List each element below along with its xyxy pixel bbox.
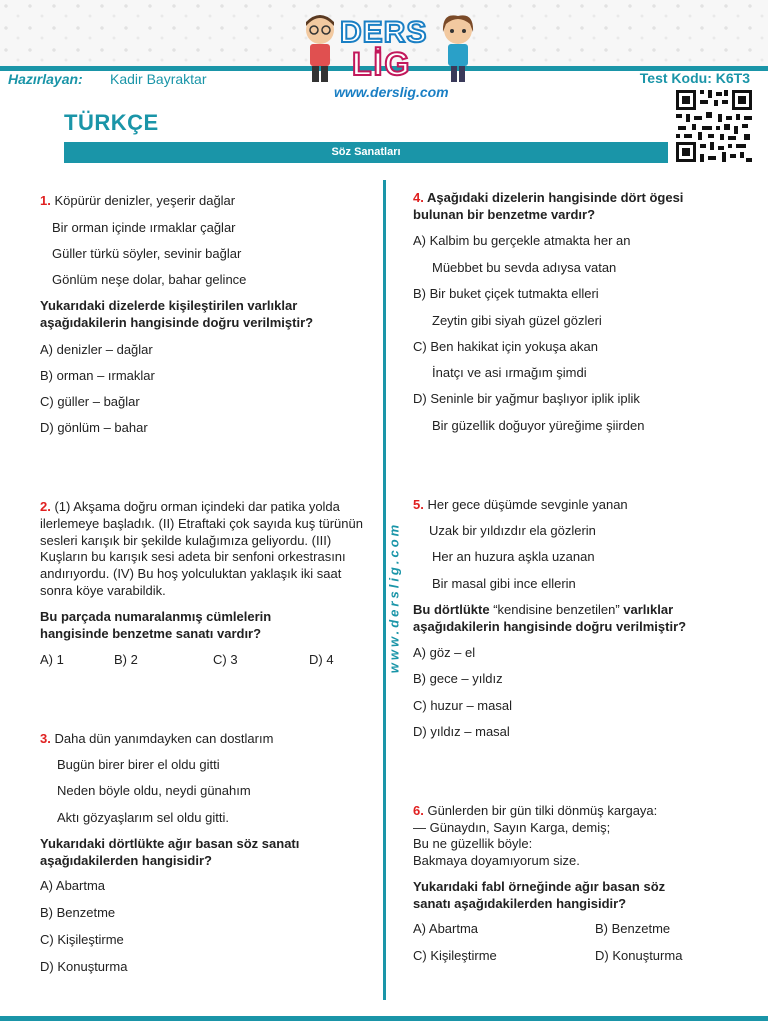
question-2-option-b[interactable]: B) 2 bbox=[114, 652, 138, 667]
question-2-option-c[interactable]: C) 3 bbox=[213, 652, 238, 667]
derslig-logo[interactable] bbox=[300, 10, 490, 100]
question-1-option-d[interactable]: D) gönlüm – bahar bbox=[40, 420, 148, 435]
question-6-option-b[interactable]: B) Benzetme bbox=[595, 921, 671, 936]
question-6-line-4: Bakmaya doyamıyorum size. bbox=[413, 853, 580, 868]
question-1-prompt-2: aşağıdakilerin hangisinde doğru verilmiştir? bbox=[40, 315, 314, 330]
question-2-prompt-1: Bu parçada numaralanmış cümlelerin bbox=[40, 609, 272, 624]
question-4-prompt-1: 4. Aşağıdaki dizelerin hangisinde dört ögesi bbox=[413, 190, 684, 205]
question-5-option-b[interactable]: B) gece – yıldız bbox=[413, 671, 503, 686]
question-1-option-a[interactable]: A) denizler – dağlar bbox=[40, 342, 153, 357]
question-5-line-2: Uzak bir yıldızdır ela gözlerin bbox=[429, 523, 596, 538]
question-6-line-2: — Günaydın, Sayın Karga, demiş; bbox=[413, 820, 611, 835]
question-1-line-1: 1. Köpürür denizler, yeşerir dağlar bbox=[40, 193, 236, 208]
question-6-line-3: Bu ne güzellik böyle: bbox=[413, 836, 533, 851]
author-name: Kadir Bayraktar bbox=[110, 71, 207, 87]
question-1-line-4: Gönlüm neşe dolar, bahar gelince bbox=[52, 272, 247, 287]
question-4-option-c[interactable]: C) Ben hakikat için yokuşa akan bbox=[413, 339, 598, 354]
question-2-option-d[interactable]: D) 4 bbox=[309, 652, 334, 667]
question-4-option-b-line-2: Zeytin gibi siyah güzel gözleri bbox=[432, 313, 602, 328]
question-3-line-1: 3. Daha dün yanımdayken can dostlarım bbox=[40, 731, 274, 746]
question-5-prompt-2: aşağıdakilerin hangisinde doğru verilmiştir? bbox=[413, 619, 687, 634]
question-2-option-a[interactable]: A) 1 bbox=[40, 652, 64, 667]
question-5-option-a[interactable]: A) göz – el bbox=[413, 645, 476, 660]
question-6-option-a[interactable]: A) Abartma bbox=[413, 921, 479, 936]
question-4-option-a[interactable]: A) Kalbim bu gerçekle atmakta her an bbox=[413, 233, 631, 248]
boy-mascot-icon bbox=[302, 14, 338, 86]
side-url: www.derslig.com bbox=[386, 521, 402, 674]
logo-ders-text: DERS bbox=[340, 16, 428, 49]
question-1-line-3: Güller türkü söyler, sevinir bağlar bbox=[52, 246, 242, 261]
question-5-prompt-1: Bu dörtlükte “kendisine benzetilen” varlıklar bbox=[413, 602, 674, 617]
question-6-option-c[interactable]: C) Kişileştirme bbox=[413, 948, 497, 963]
author-label: Hazırlayan: bbox=[8, 71, 83, 87]
question-3-option-a[interactable]: A) Abartma bbox=[40, 878, 106, 893]
question-5-line-4: Bir masal gibi ince ellerin bbox=[432, 576, 576, 591]
question-5-line-3: Her an huzura aşkla uzanan bbox=[432, 549, 595, 564]
subject-title: TÜRKÇE bbox=[64, 110, 159, 135]
question-5-line-1: 5. Her gece düşümde sevginle yanan bbox=[413, 497, 628, 512]
question-4-prompt-2: bulunan bir benzetme vardır? bbox=[413, 207, 596, 222]
question-2-prompt-2: hangisinde benzetme sanatı vardır? bbox=[40, 626, 262, 641]
question-1-line-2: Bir orman içinde ırmaklar çağlar bbox=[52, 220, 236, 235]
logo-lig-text: LİG bbox=[352, 46, 412, 82]
question-5-option-c[interactable]: C) huzur – masal bbox=[413, 698, 512, 713]
question-3-line-4: Aktı gözyaşlarım sel oldu gitti. bbox=[57, 810, 229, 825]
question-4-option-a-line-2: Müebbet bu sevda adıysa vatan bbox=[432, 260, 617, 275]
question-3-line-3: Neden böyle oldu, neydi günahım bbox=[57, 783, 251, 798]
question-1-option-b[interactable]: B) orman – ırmaklar bbox=[40, 368, 155, 383]
topic-banner: Söz Sanatları bbox=[64, 142, 668, 163]
question-1-option-c[interactable]: C) güller – bağlar bbox=[40, 394, 140, 409]
question-3-option-c[interactable]: C) Kişileştirme bbox=[40, 932, 124, 947]
girl-mascot-icon bbox=[440, 14, 476, 86]
logo-url: www.derslig.com bbox=[334, 84, 449, 100]
question-4-option-d-line-2: Bir güzellik doğuyor yüreğime şiirden bbox=[432, 418, 645, 433]
question-4-option-b[interactable]: B) Bir buket çiçek tutmakta elleri bbox=[413, 286, 599, 301]
question-3-line-2: Bugün birer birer el oldu gitti bbox=[57, 757, 220, 772]
question-3-option-b[interactable]: B) Benzetme bbox=[40, 905, 116, 920]
footer-line bbox=[0, 1016, 768, 1021]
question-3-prompt-2: aşağıdakilerden hangisidir? bbox=[40, 853, 212, 868]
question-6-prompt-2: sanatı aşağıdakilerden hangisidir? bbox=[413, 896, 627, 911]
question-6-prompt-1: Yukarıdaki fabl örneğinde ağır basan söz bbox=[413, 879, 666, 894]
question-6-line-1: 6. Günlerden bir gün tilki dönmüş kargaya: bbox=[413, 803, 658, 818]
question-4-option-c-line-2: İnatçı ve asi ırmağım şimdi bbox=[432, 365, 587, 380]
question-3-prompt-1: Yukarıdaki dörtlükte ağır basan söz sanatı bbox=[40, 836, 300, 851]
question-3-option-d[interactable]: D) Konuşturma bbox=[40, 959, 128, 974]
test-code: Test Kodu: K6T3 bbox=[639, 70, 750, 86]
question-2-text: 2. (1) Akşama doğru orman içindeki dar patika yolda ilerlemeye başladık. (II) Etraftaki çok sayıda kuş türünün sesleri karışık bir şekilde kulağımıza geliyordu. (III) Kuşların bu karışık sesi adeta bir senfoni orkestrasını andırıyordu. (IV) Bu hoş yolculuktan yaklaşık iki saat sonra köye varabildik. bbox=[40, 499, 363, 598]
question-4-option-d[interactable]: D) Seninle bir yağmur başlıyor iplik iplik bbox=[413, 391, 640, 406]
question-1-prompt-1: Yukarıdaki dizelerde kişileştirilen varlıklar bbox=[40, 298, 298, 313]
question-5-option-d[interactable]: D) yıldız – masal bbox=[413, 724, 510, 739]
qr-code-icon[interactable] bbox=[674, 88, 754, 164]
question-6-option-d[interactable]: D) Konuşturma bbox=[595, 948, 683, 963]
